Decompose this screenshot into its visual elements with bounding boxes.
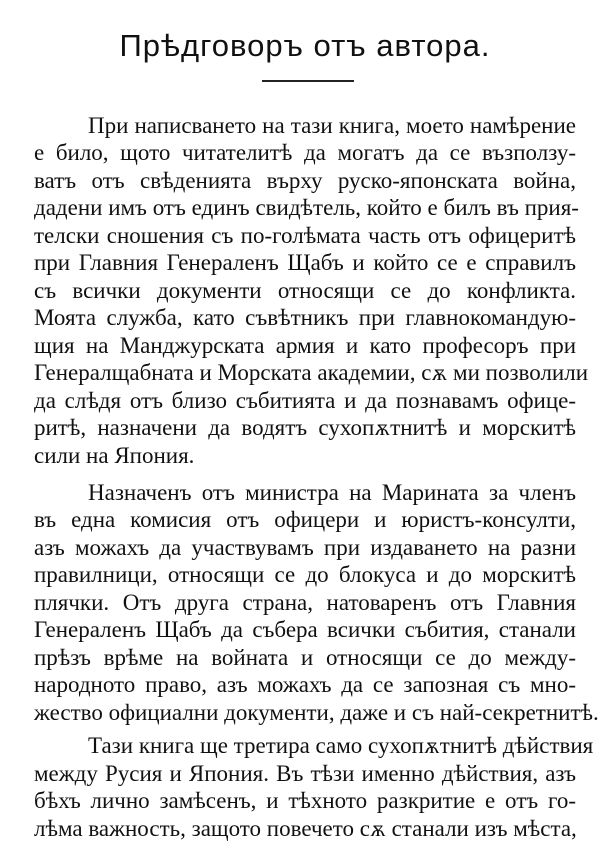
text-line: Генераленъ Щабъ да събера всички събития, станали [34, 617, 576, 642]
text-line: Моята служба, като съвѣтникъ при главнокомандую- [34, 305, 576, 330]
text-line: между Русия и Япония. Въ тѣзи именно дѣйствия, азъ [34, 761, 576, 786]
text-line: жество официални документи, даже и съ най-секретнитѣ. [34, 700, 599, 725]
text-line: е било, щото читателитѣ да могатъ да се възползу- [34, 140, 576, 165]
text-line: прѣзъ врѣме на войната и относящи се до между- [34, 645, 576, 670]
text-line: народното право, азъ можахъ да се запозная съ мно- [34, 672, 576, 697]
text-line: да слѣдя отъ близо събитията и да познавамъ офице- [34, 388, 576, 413]
text-line: При написването на тази книга, моето намѣрение [88, 113, 576, 138]
text-line: съ всички документи относящи се до конфликта. [34, 278, 576, 303]
text-line: сили на Япония. [34, 443, 195, 468]
text-line: плячки. Отъ друга страна, натоваренъ отъ Главния [34, 590, 576, 615]
page-title: Прѣдговоръ отъ автора. [119, 28, 491, 63]
text-line: ритѣ, назначени да водятъ сухопѫтнитѣ и морскитѣ [34, 415, 576, 440]
text-line: азъ можахъ да участвувамъ при издаването на разни [34, 535, 576, 560]
title-divider [262, 80, 354, 82]
text-line: при Главния Генераленъ Щабъ и който се е справилъ [34, 250, 576, 275]
text-line: телски сношения съ по-голѣмата часть отъ офицеритѣ [34, 223, 576, 248]
text-line: Назначенъ отъ министра на Марината за членъ [88, 480, 576, 505]
text-line: бѣхъ лично замѣсенъ, и тѣхното разкритие е отъ го- [34, 788, 576, 813]
text-line: щия на Манджурската армия и като професоръ при [34, 333, 576, 358]
text-line: Тази книга ще третира само сухопѫтнитѣ дѣйствия [88, 733, 594, 758]
text-line: правилници, относящи се до блокуса и до морскитѣ [34, 562, 576, 587]
text-line: ватъ отъ свѣденията върху руско-японската война, [34, 168, 576, 193]
text-line: лѣма важность, защото повечето сѫ станали изъ мѣста, [34, 816, 577, 841]
text-line: въ една комисия отъ офицери и юристъ-консулти, [34, 507, 576, 532]
text-line: Генералщабната и Морската академии, сѫ ми позволили [34, 360, 589, 385]
text-line: дадени имъ отъ единъ свидѣтель, който е билъ въ прия- [34, 195, 579, 220]
